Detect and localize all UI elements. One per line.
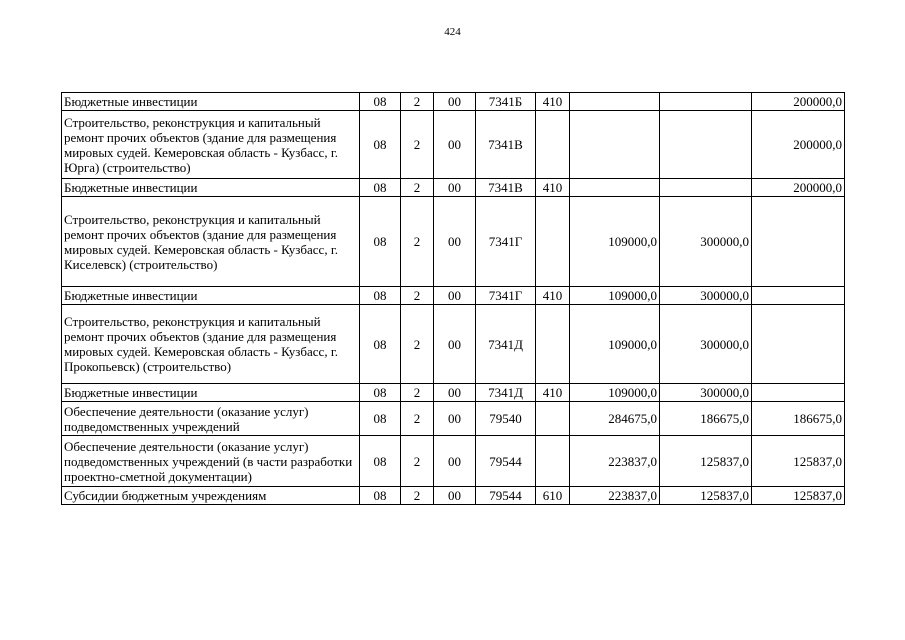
program-cell: 2 (401, 402, 434, 436)
amount-year2-cell: 300000,0 (660, 305, 752, 384)
program-cell: 2 (401, 287, 434, 305)
table-row (62, 287, 845, 305)
subprogram-cell: 00 (434, 402, 476, 436)
program-cell: 2 (401, 487, 434, 505)
expense-type-cell (536, 402, 570, 436)
row-name-cell: Строительство, реконструкция и капитальный ремонт прочих объектов (здание для размещения мировых судей. Кемеровская область - Кузбасс, г. Прокопьевск) (строительство) (62, 305, 360, 384)
target-code-cell: 7341В (476, 111, 536, 179)
amount-year3-cell (752, 197, 845, 287)
row-name-cell: Обеспечение деятельности (оказание услуг) подведомственных учреждений (в части разработки проектно-сметной документации) (62, 436, 360, 487)
table-row (62, 305, 845, 384)
subprogram-cell: 00 (434, 487, 476, 505)
table-row (62, 487, 845, 505)
row-name-cell: Бюджетные инвестиции (62, 179, 360, 197)
row-name-cell: Субсидии бюджетным учреждениям (62, 487, 360, 505)
amount-year3-cell: 125837,0 (752, 487, 845, 505)
row-name-cell: Бюджетные инвестиции (62, 384, 360, 402)
section-cell: 08 (360, 287, 401, 305)
budget-table (61, 92, 845, 505)
target-code-cell: 7341Д (476, 305, 536, 384)
row-name-cell: Обеспечение деятельности (оказание услуг) подведомственных учреждений (62, 402, 360, 436)
amount-year1-cell: 109000,0 (570, 287, 660, 305)
amount-year1-cell: 223837,0 (570, 487, 660, 505)
program-cell: 2 (401, 197, 434, 287)
target-code-cell: 79544 (476, 487, 536, 505)
amount-year1-cell: 109000,0 (570, 384, 660, 402)
amount-year2-cell: 300000,0 (660, 287, 752, 305)
target-code-cell: 7341Г (476, 197, 536, 287)
expense-type-cell: 410 (536, 384, 570, 402)
section-cell: 08 (360, 384, 401, 402)
subprogram-cell: 00 (434, 179, 476, 197)
program-cell: 2 (401, 384, 434, 402)
amount-year2-cell: 125837,0 (660, 436, 752, 487)
table-row (62, 93, 845, 111)
table-row (62, 402, 845, 436)
amount-year3-cell (752, 384, 845, 402)
program-cell: 2 (401, 93, 434, 111)
amount-year3-cell: 125837,0 (752, 436, 845, 487)
amount-year3-cell: 200000,0 (752, 111, 845, 179)
amount-year1-cell: 109000,0 (570, 197, 660, 287)
target-code-cell: 7341В (476, 179, 536, 197)
section-cell: 08 (360, 487, 401, 505)
row-name-cell: Бюджетные инвестиции (62, 93, 360, 111)
amount-year2-cell (660, 111, 752, 179)
amount-year3-cell: 200000,0 (752, 179, 845, 197)
amount-year2-cell (660, 179, 752, 197)
table-row (62, 384, 845, 402)
amount-year3-cell (752, 287, 845, 305)
table-row (62, 111, 845, 179)
expense-type-cell (536, 436, 570, 487)
section-cell: 08 (360, 111, 401, 179)
amount-year2-cell: 300000,0 (660, 384, 752, 402)
expense-type-cell (536, 111, 570, 179)
amount-year2-cell: 125837,0 (660, 487, 752, 505)
section-cell: 08 (360, 197, 401, 287)
expense-type-cell: 410 (536, 93, 570, 111)
subprogram-cell: 00 (434, 384, 476, 402)
page-number: 424 (444, 26, 461, 38)
subprogram-cell: 00 (434, 197, 476, 287)
program-cell: 2 (401, 305, 434, 384)
amount-year1-cell: 223837,0 (570, 436, 660, 487)
program-cell: 2 (401, 436, 434, 487)
table-row (62, 436, 845, 487)
row-name-cell: Строительство, реконструкция и капитальный ремонт прочих объектов (здание для размещения мировых судей. Кемеровская область - Кузбасс, г. Киселевск) (строительство) (62, 197, 360, 287)
amount-year3-cell (752, 305, 845, 384)
section-cell: 08 (360, 402, 401, 436)
target-code-cell: 79540 (476, 402, 536, 436)
target-code-cell: 7341Д (476, 384, 536, 402)
section-cell: 08 (360, 179, 401, 197)
table-row (62, 197, 845, 287)
amount-year2-cell: 300000,0 (660, 197, 752, 287)
section-cell: 08 (360, 93, 401, 111)
expense-type-cell (536, 305, 570, 384)
section-cell: 08 (360, 436, 401, 487)
expense-type-cell (536, 197, 570, 287)
target-code-cell: 79544 (476, 436, 536, 487)
amount-year1-cell: 109000,0 (570, 305, 660, 384)
target-code-cell: 7341Г (476, 287, 536, 305)
program-cell: 2 (401, 111, 434, 179)
amount-year2-cell (660, 93, 752, 111)
amount-year3-cell: 186675,0 (752, 402, 845, 436)
subprogram-cell: 00 (434, 436, 476, 487)
subprogram-cell: 00 (434, 305, 476, 384)
amount-year1-cell (570, 93, 660, 111)
section-cell: 08 (360, 305, 401, 384)
target-code-cell: 7341Б (476, 93, 536, 111)
amount-year1-cell (570, 179, 660, 197)
expense-type-cell: 410 (536, 287, 570, 305)
program-cell: 2 (401, 179, 434, 197)
subprogram-cell: 00 (434, 287, 476, 305)
subprogram-cell: 00 (434, 111, 476, 179)
expense-type-cell: 610 (536, 487, 570, 505)
subprogram-cell: 00 (434, 93, 476, 111)
amount-year2-cell: 186675,0 (660, 402, 752, 436)
expense-type-cell: 410 (536, 179, 570, 197)
amount-year1-cell: 284675,0 (570, 402, 660, 436)
row-name-cell: Строительство, реконструкция и капитальный ремонт прочих объектов (здание для размещения мировых судей. Кемеровская область - Кузбасс, г. Юрга) (строительство) (62, 111, 360, 179)
row-name-cell: Бюджетные инвестиции (62, 287, 360, 305)
amount-year3-cell: 200000,0 (752, 93, 845, 111)
table-row (62, 179, 845, 197)
amount-year1-cell (570, 111, 660, 179)
